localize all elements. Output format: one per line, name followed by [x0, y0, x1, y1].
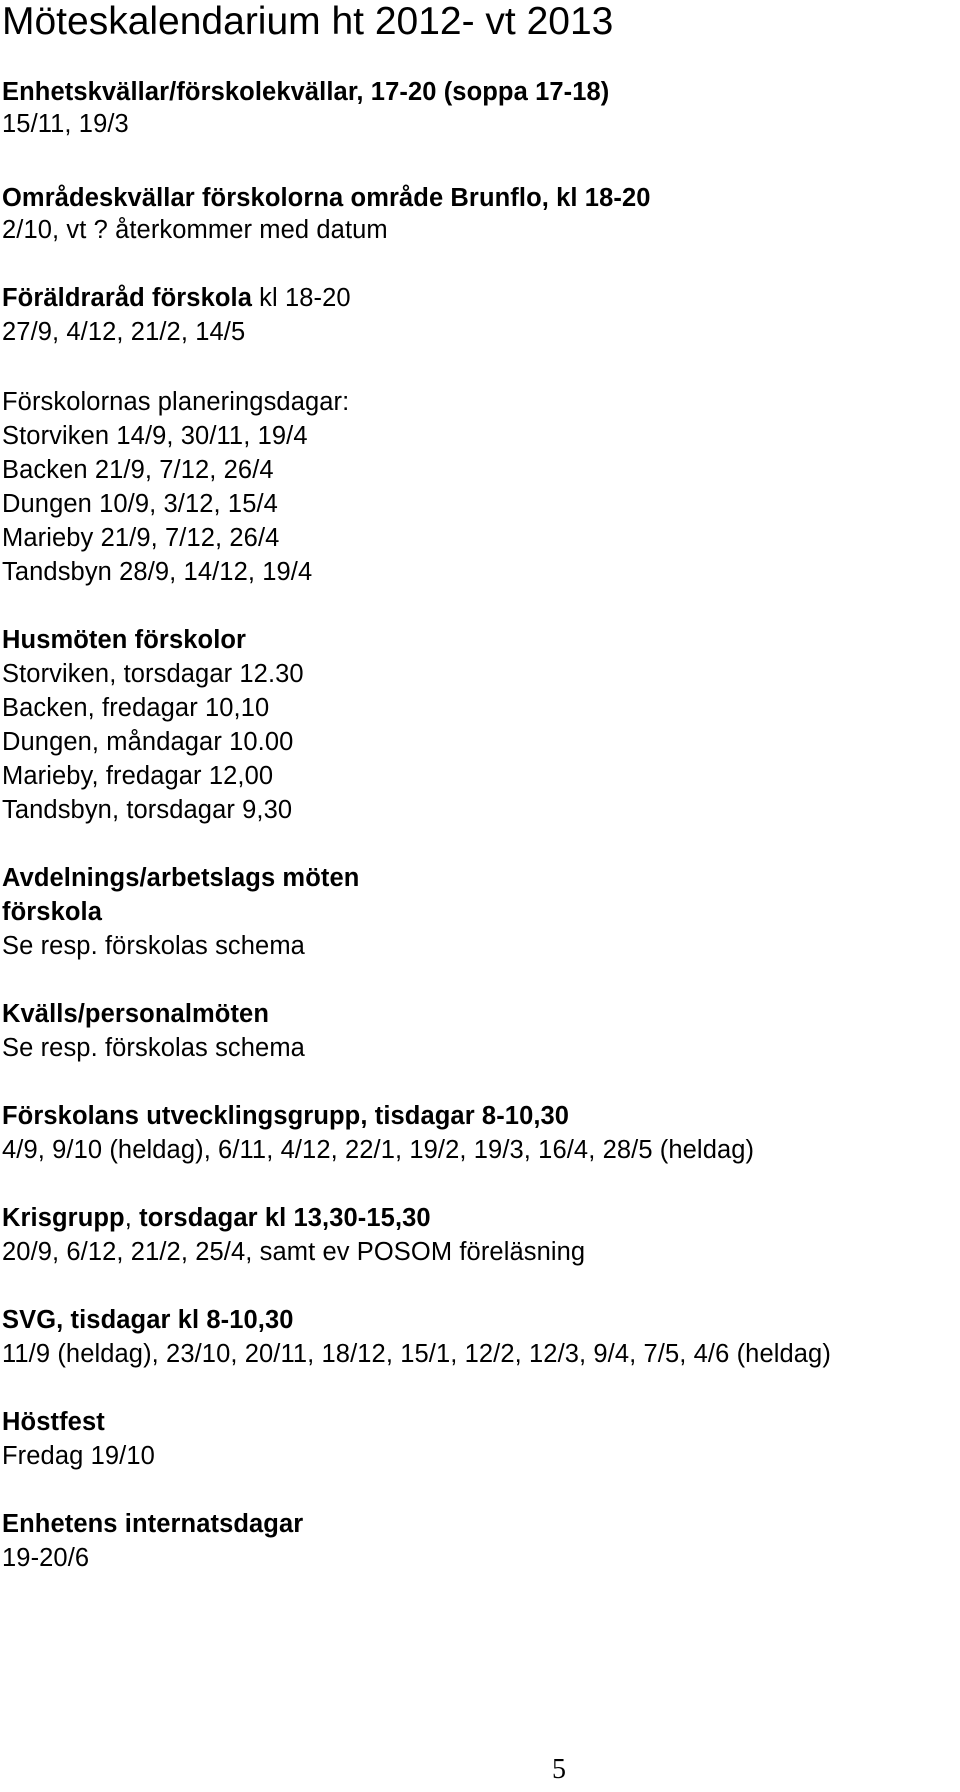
krisgrupp-heading-sep: ,	[124, 1204, 140, 1232]
enhetskvallar-heading: Enhetskvällar/förskolekvällar, 17-20 (soppa 17-18)	[2, 78, 610, 106]
husmoten-row: Dungen, måndagar 10.00	[2, 728, 294, 756]
utvecklingsgrupp-dates: 4/9, 9/10 (heldag), 6/11, 4/12, 22/1, 19/2, 19/3, 16/4, 28/5 (heldag)	[2, 1136, 755, 1164]
kvallsmoten-heading: Kvälls/personalmöten	[2, 1000, 269, 1028]
foraldrarad-heading-bold: Föräldraråd förskola	[2, 284, 252, 312]
husmoten-row: Marieby, fredagar 12,00	[2, 762, 274, 790]
document-title: Möteskalendarium ht 2012- vt 2013	[2, 0, 614, 43]
avdelningsmoten-heading-cont: förskola	[2, 898, 102, 926]
svg-dates: 11/9 (heldag), 23/10, 20/11, 18/12, 15/1, 12/2, 12/3, 9/4, 7/5, 4/6 (heldag)	[2, 1340, 831, 1368]
husmoten-row: Backen, fredagar 10,10	[2, 694, 270, 722]
hostfest-heading: Höstfest	[2, 1408, 105, 1436]
avdelningsmoten-text: Se resp. förskolas schema	[2, 932, 305, 960]
hostfest-text: Fredag 19/10	[2, 1442, 155, 1470]
husmoten-heading: Husmöten förskolor	[2, 626, 247, 654]
planeringsdagar-row: Tandsbyn 28/9, 14/12, 19/4	[2, 558, 313, 586]
husmoten-row: Tandsbyn, torsdagar 9,30	[2, 796, 293, 824]
krisgrupp-heading-time: torsdagar kl 13,30-15,30	[139, 1204, 431, 1232]
planeringsdagar-row: Storviken 14/9, 30/11, 19/4	[2, 422, 308, 450]
husmoten-row: Storviken, torsdagar 12.30	[2, 660, 304, 688]
planeringsdagar-row: Marieby 21/9, 7/12, 26/4	[2, 524, 280, 552]
foraldrarad-heading	[2, 282, 351, 314]
page-number: 5	[552, 1754, 566, 1785]
svg-heading: SVG, tisdagar kl 8-10,30	[2, 1306, 294, 1334]
internatsdagar-text: 19-20/6	[2, 1544, 90, 1572]
planeringsdagar-row: Dungen 10/9, 3/12, 15/4	[2, 490, 278, 518]
enhetskvallar-dates: 15/11, 19/3	[2, 110, 129, 138]
krisgrupp-dates: 20/9, 6/12, 21/2, 25/4, samt ev POSOM föreläsning	[2, 1238, 586, 1266]
internatsdagar-heading: Enhetens internatsdagar	[2, 1510, 304, 1538]
planeringsdagar-row: Backen 21/9, 7/12, 26/4	[2, 456, 274, 484]
utvecklingsgrupp-heading: Förskolans utvecklingsgrupp, tisdagar 8-10,30	[2, 1102, 570, 1130]
kvallsmoten-text: Se resp. förskolas schema	[2, 1034, 305, 1062]
omradeskvallar-heading: Områdeskvällar förskolorna område Brunflo, kl 18-20	[2, 184, 651, 212]
foraldrarad-dates: 27/9, 4/12, 21/2, 14/5	[2, 318, 246, 346]
avdelningsmoten-heading: Avdelnings/arbetslags möten	[2, 864, 360, 892]
planeringsdagar-heading: Förskolornas planeringsdagar:	[2, 388, 350, 416]
krisgrupp-heading-name: Krisgrupp	[2, 1204, 125, 1232]
omradeskvallar-dates: 2/10, vt ? återkommer med datum	[2, 216, 388, 244]
krisgrupp-heading	[2, 1202, 431, 1234]
foraldrarad-heading-rest: kl 18-20	[252, 284, 351, 312]
